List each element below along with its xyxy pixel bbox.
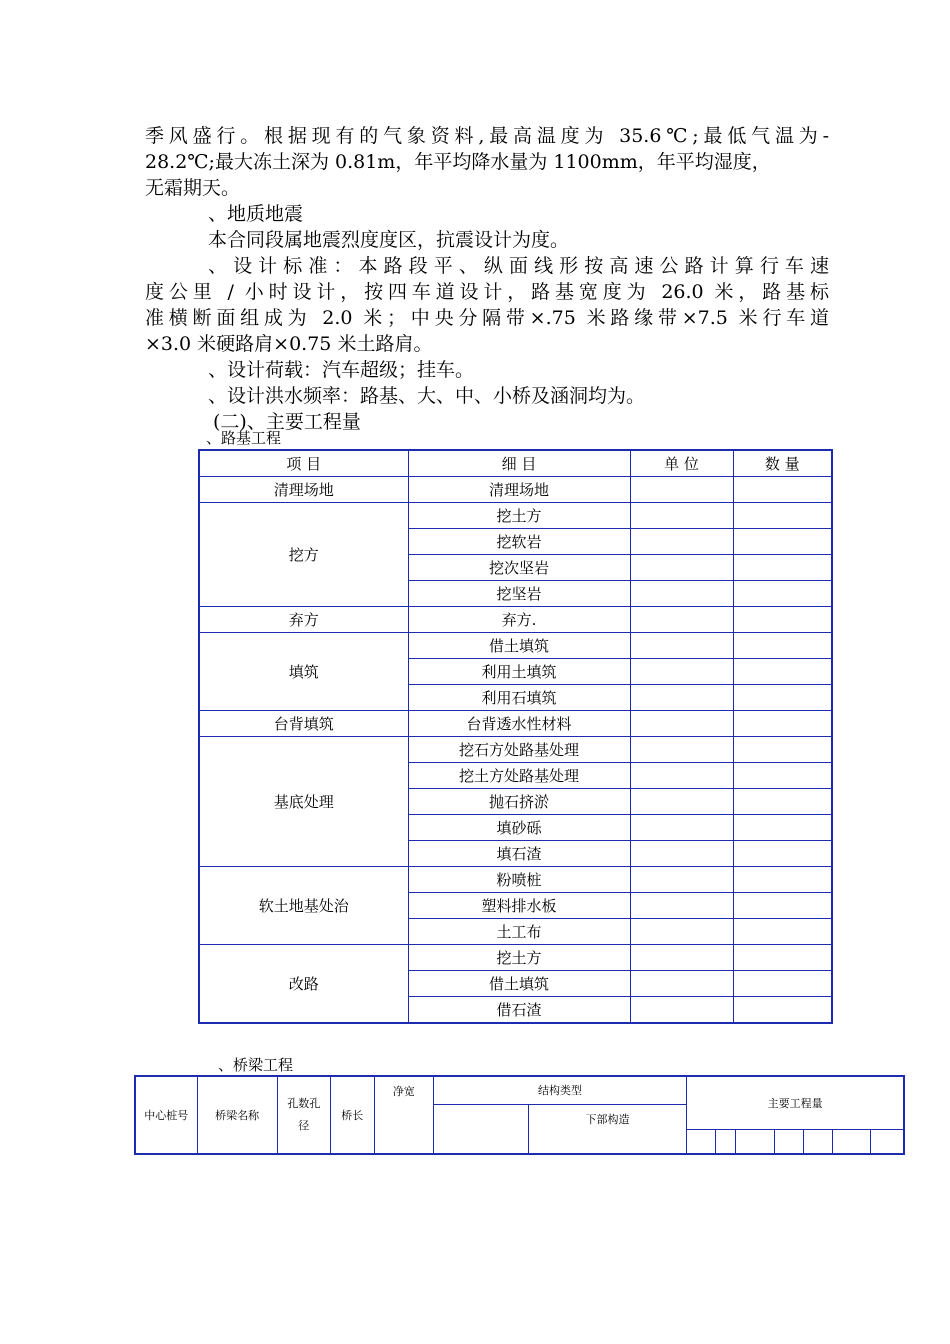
bridge-name-header: 桥梁名称 [197, 1076, 277, 1154]
quantity-cell [733, 997, 832, 1024]
detail-cell: 弃方. [408, 607, 630, 633]
net-width-header: 净宽 [374, 1076, 433, 1154]
span-header [277, 1076, 330, 1154]
unit-cell [630, 997, 733, 1024]
detail-cell: 挖软岩 [408, 529, 630, 555]
span-header-line2: 径 [298, 1119, 310, 1132]
structure-type-header: 结构类型 [433, 1076, 686, 1104]
table-row [199, 711, 832, 737]
section-heading-quantities: (二)、主要工程量 [213, 411, 361, 433]
unit-cell [630, 659, 733, 685]
detail-cell: 挖土方处路基处理 [408, 763, 630, 789]
quantity-cell [733, 893, 832, 919]
detail-cell: 借土填筑 [408, 633, 630, 659]
table-row [199, 633, 832, 659]
unit-cell [630, 581, 733, 607]
quantity-cell [716, 1129, 736, 1154]
text-line: 28.2℃;最大冻土深为 0.81m，年平均降水量为 1100mm，年平均湿度， [145, 151, 771, 173]
detail-cell: 填砂砾 [408, 815, 630, 841]
quantity-cell [733, 737, 832, 763]
detail-cell: 利用石填筑 [408, 685, 630, 711]
detail-cell: 台背透水性材料 [408, 711, 630, 737]
quantity-cell [871, 1129, 904, 1154]
detail-cell: 粉喷桩 [408, 867, 630, 893]
table-row [199, 607, 832, 633]
detail-cell: 填石渣 [408, 841, 630, 867]
quantity-cell [833, 1129, 871, 1154]
quantity-cell [733, 841, 832, 867]
bridge-section-title: 、桥梁工程 [218, 1056, 294, 1074]
unit-cell [630, 893, 733, 919]
quantity-cell [733, 711, 832, 737]
text-line: 、设计标准：本路段平、纵面线形按高速公路计算行车速 [208, 255, 829, 277]
unit-cell [630, 789, 733, 815]
road-works-table [198, 449, 833, 1024]
detail-cell: 土工布 [408, 919, 630, 945]
road-section-title: 、路基工程 [206, 429, 282, 447]
table-row [199, 503, 832, 529]
unit-cell [630, 971, 733, 997]
detail-cell: 挖土方 [408, 503, 630, 529]
unit-cell [630, 685, 733, 711]
text-line: 、设计荷载：汽车超级；挂车。 [208, 359, 475, 381]
detail-cell: 挖土方 [408, 945, 630, 971]
unit-cell [630, 867, 733, 893]
text-line: ×3.0 米硬路肩×0.75 米土路肩。 [145, 333, 433, 355]
item-cell: 基底处理 [199, 737, 408, 867]
quantity-cell [733, 789, 832, 815]
detail-cell: 清理场地 [408, 477, 630, 503]
unit-cell [630, 607, 733, 633]
quantity-cell [733, 633, 832, 659]
quantity-cell [733, 945, 832, 971]
main-quantities-header: 主要工程量 [687, 1076, 904, 1129]
unit-cell [630, 529, 733, 555]
unit-cell [630, 945, 733, 971]
quantity-cell [733, 529, 832, 555]
body-text [145, 123, 829, 435]
unit-cell [630, 815, 733, 841]
substructure-header: 下部构造 [528, 1104, 686, 1154]
span-header-line1: 孔数孔 [287, 1097, 321, 1110]
unit-cell [630, 503, 733, 529]
detail-cell: 挖坚岩 [408, 581, 630, 607]
item-cell: 改路 [199, 945, 408, 1024]
text-line: 季风盛行。根据现有的气象资料,最高温度为 35.6℃;最低气温为- [145, 125, 829, 147]
structure-sub-cell [433, 1104, 528, 1154]
table-header-cell: 数 量 [733, 450, 832, 477]
unit-cell [630, 711, 733, 737]
unit-cell [630, 919, 733, 945]
quantity-cell [804, 1129, 833, 1154]
center-pile-header: 中心桩号 [135, 1076, 197, 1154]
table-row [199, 867, 832, 893]
quantity-cell [733, 555, 832, 581]
text-line: 度公里 / 小时设计，按四车道设计，路基宽度为 26.0 米，路基标 [145, 281, 829, 303]
quantity-cell [733, 685, 832, 711]
detail-cell: 塑料排水板 [408, 893, 630, 919]
quantity-cell [733, 867, 832, 893]
table-row [199, 737, 832, 763]
unit-cell [630, 633, 733, 659]
table-header-cell: 项 目 [199, 450, 408, 477]
quantity-cell [733, 659, 832, 685]
quantity-cell [733, 919, 832, 945]
item-cell: 填筑 [199, 633, 408, 711]
quantity-cell [733, 815, 832, 841]
unit-cell [630, 477, 733, 503]
unit-cell [630, 555, 733, 581]
table-row [199, 945, 832, 971]
quantity-cell [733, 763, 832, 789]
quantity-cell [733, 477, 832, 503]
detail-cell: 借土填筑 [408, 971, 630, 997]
quantity-cell [775, 1129, 804, 1154]
bridge-works-table [134, 1075, 905, 1155]
detail-cell: 借石渣 [408, 997, 630, 1024]
unit-cell [630, 841, 733, 867]
detail-cell: 挖次坚岩 [408, 555, 630, 581]
bridge-length-header: 桥长 [330, 1076, 374, 1154]
item-cell: 挖方 [199, 503, 408, 607]
table-row [199, 477, 832, 503]
unit-cell [630, 763, 733, 789]
quantity-cell [687, 1129, 716, 1154]
table-header-cell: 单 位 [630, 450, 733, 477]
text-line: 本合同段属地震烈度度区，抗震设计为度。 [208, 229, 570, 251]
table-header-cell: 细 目 [408, 450, 630, 477]
section-heading-geology: 、地质地震 [208, 203, 304, 225]
text-line: 、设计洪水频率：路基、大、中、小桥及涵洞均为。 [208, 385, 646, 407]
item-cell: 清理场地 [199, 477, 408, 503]
text-line: 准横断面组成为 2.0 米；中央分隔带×.75 米路缘带×7.5 米行车道 [145, 307, 829, 329]
quantity-cell [733, 607, 832, 633]
quantity-cell [736, 1129, 775, 1154]
detail-cell: 利用土填筑 [408, 659, 630, 685]
item-cell: 台背填筑 [199, 711, 408, 737]
item-cell: 软土地基处治 [199, 867, 408, 945]
unit-cell [630, 737, 733, 763]
detail-cell: 抛石挤淤 [408, 789, 630, 815]
text-line: 无霜期天。 [145, 177, 241, 199]
detail-cell: 挖石方处路基处理 [408, 737, 630, 763]
quantity-cell [733, 503, 832, 529]
quantity-cell [733, 581, 832, 607]
quantity-cell [733, 971, 832, 997]
item-cell: 弃方 [199, 607, 408, 633]
